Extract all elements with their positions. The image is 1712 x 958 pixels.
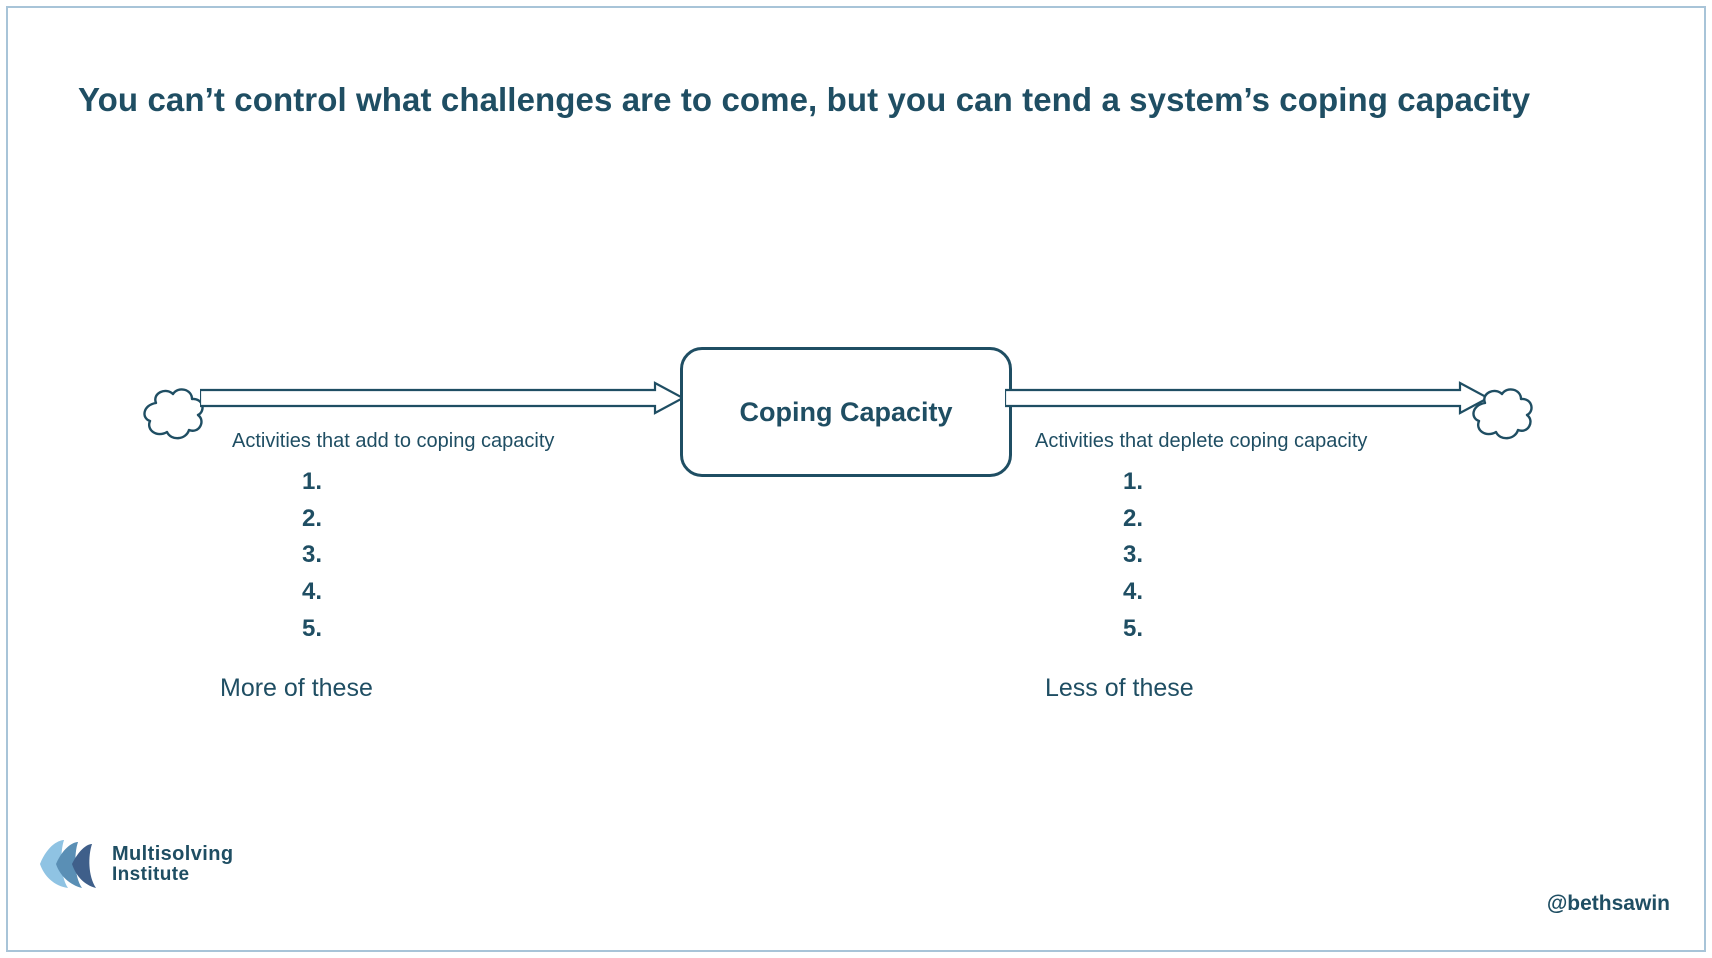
list-item: 2.: [1123, 504, 1144, 532]
inflow-footnote: More of these: [220, 673, 373, 702]
multisolving-wave-icon: [38, 838, 102, 890]
outflow-column: [1035, 430, 1455, 703]
list-item: 2.: [302, 504, 323, 532]
inflow-caption: Activities that add to coping capacity: [232, 430, 555, 452]
outflow-footnote: Less of these: [1045, 673, 1194, 702]
social-handle: @bethsawin: [1546, 892, 1670, 915]
list-item: 1.: [302, 468, 323, 495]
list-item: 3.: [302, 541, 323, 569]
list-item: 4.: [1123, 578, 1144, 606]
list-item: 4.: [302, 578, 323, 606]
inflow-list: [302, 464, 652, 648]
logo-wordmark: [112, 844, 233, 884]
logo: [38, 838, 233, 890]
outflow-caption: Activities that deplete coping capacity: [1035, 430, 1368, 452]
page-title: You can’t control what challenges are to come, but you can tend a system’s coping capacity: [78, 81, 1531, 118]
cloud-icon: [1465, 385, 1541, 447]
list-item: 5.: [1123, 614, 1144, 642]
logo-line-1: Multisolving: [112, 843, 234, 866]
list-item: 5.: [302, 614, 323, 642]
outflow-list: [1123, 464, 1455, 648]
list-item: 1.: [1123, 468, 1144, 495]
flow-arrow-right-icon: [200, 380, 685, 428]
list-item: 3.: [1123, 541, 1144, 569]
stock-label: Coping Capacity: [739, 396, 953, 427]
flow-arrow-right-icon: [1005, 380, 1490, 428]
logo-line-2: Institute: [112, 863, 190, 885]
stock-box: [680, 347, 1012, 477]
inflow-column: [220, 430, 652, 703]
